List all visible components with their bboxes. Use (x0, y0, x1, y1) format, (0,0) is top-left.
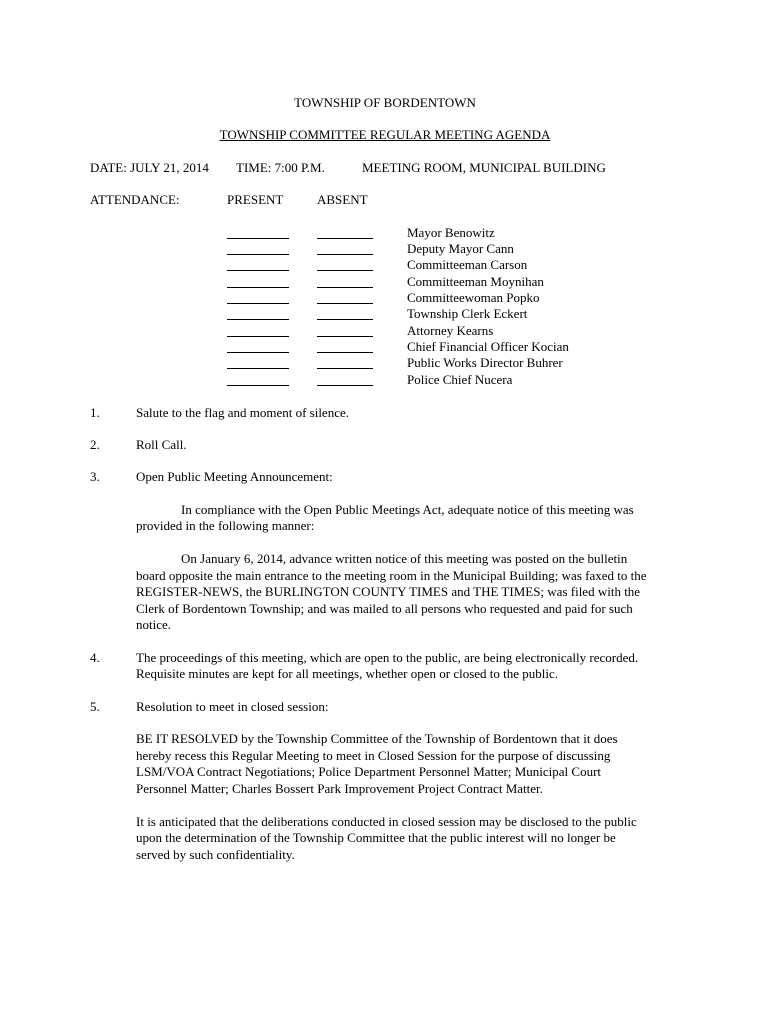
item-number: 5. (90, 699, 100, 714)
announcement-line: On January 6, 2014, advance written notice of this meeting was posted on the bulletin (181, 551, 628, 566)
absent-blank[interactable] (317, 303, 373, 304)
subtitle-text: TOWNSHIP COMMITTEE REGULAR MEETING AGENDA (219, 127, 551, 142)
announcement-line: REGISTER-NEWS, the BURLINGTON COUNTY TIMES and THE TIMES; was filed with the (136, 584, 641, 599)
present-blank[interactable] (227, 303, 289, 304)
absent-blank[interactable] (317, 385, 373, 386)
document-subtitle (0, 127, 770, 143)
announcement-line: provided in the following manner: (136, 518, 315, 533)
resolution-line: LSM/VOA Contract Negotiations; Police Department Personnel Matter; Municipal Court (136, 764, 602, 779)
member-name: Police Chief Nucera (407, 372, 513, 387)
resolution-line: It is anticipated that the deliberations conducted in closed session may be disclosed to the public (136, 814, 637, 829)
resolution-line: served by such confidentiality. (136, 847, 295, 862)
present-blank[interactable] (227, 287, 289, 288)
absent-blank[interactable] (317, 352, 373, 353)
announcement-line: board opposite the main entrance to the meeting room in the Municipal Building; was faxed to the (136, 568, 647, 583)
item-text: Open Public Meeting Announcement: (136, 469, 333, 484)
announcement-line: In compliance with the Open Public Meetings Act, adequate notice of this meeting was (181, 502, 634, 517)
resolution-line: Personnel Matter; Charles Bossert Park Improvement Project Contract Matter. (136, 781, 543, 796)
member-name: Committeeman Moynihan (407, 274, 544, 289)
item-text: Roll Call. (136, 437, 187, 452)
resolution-line: upon the determination of the Township Committee that the public interest will no longer be (136, 830, 616, 845)
member-name: Deputy Mayor Cann (407, 241, 514, 256)
present-blank[interactable] (227, 385, 289, 386)
present-blank[interactable] (227, 270, 289, 271)
item-number: 1. (90, 405, 100, 420)
absent-blank[interactable] (317, 254, 373, 255)
absent-blank[interactable] (317, 368, 373, 369)
member-name: Chief Financial Officer Kocian (407, 339, 569, 354)
meeting-time: TIME: 7:00 P.M. (236, 160, 325, 175)
absent-blank[interactable] (317, 238, 373, 239)
item-text: Resolution to meet in closed session: (136, 699, 329, 714)
resolution-line: hereby recess this Regular Meeting to meet in Closed Session for the purpose of discussing (136, 748, 611, 763)
member-name: Committeeman Carson (407, 257, 528, 272)
document-title: TOWNSHIP OF BORDENTOWN (294, 95, 476, 110)
member-name: Mayor Benowitz (407, 225, 495, 240)
absent-header: ABSENT (317, 192, 368, 207)
resolution-line: BE IT RESOLVED by the Township Committee of the Township of Bordentown that it does (136, 731, 618, 746)
meeting-location: MEETING ROOM, MUNICIPAL BUILDING (362, 160, 606, 175)
present-blank[interactable] (227, 368, 289, 369)
item-text-line: The proceedings of this meeting, which are open to the public, are being electronically recorded. (136, 650, 639, 665)
absent-blank[interactable] (317, 319, 373, 320)
meeting-date: DATE: JULY 21, 2014 (90, 160, 209, 175)
item-number: 3. (90, 469, 100, 484)
member-name: Public Works Director Buhrer (407, 355, 563, 370)
announcement-line: Clerk of Bordentown Township; and was mailed to all persons who requested and paid for such (136, 601, 633, 616)
item-text: Salute to the flag and moment of silence. (136, 405, 349, 420)
member-name: Township Clerk Eckert (407, 306, 528, 321)
present-blank[interactable] (227, 238, 289, 239)
item-number: 4. (90, 650, 100, 665)
present-blank[interactable] (227, 254, 289, 255)
item-number: 2. (90, 437, 100, 452)
absent-blank[interactable] (317, 336, 373, 337)
present-blank[interactable] (227, 352, 289, 353)
absent-blank[interactable] (317, 287, 373, 288)
member-name: Attorney Kearns (407, 323, 494, 338)
present-blank[interactable] (227, 319, 289, 320)
attendance-label: ATTENDANCE: (90, 192, 180, 207)
absent-blank[interactable] (317, 270, 373, 271)
item-text-line: Requisite minutes are kept for all meetings, whether open or closed to the public. (136, 666, 559, 681)
present-blank[interactable] (227, 336, 289, 337)
announcement-line: notice. (136, 617, 172, 632)
member-name: Committeewoman Popko (407, 290, 540, 305)
present-header: PRESENT (227, 192, 284, 207)
